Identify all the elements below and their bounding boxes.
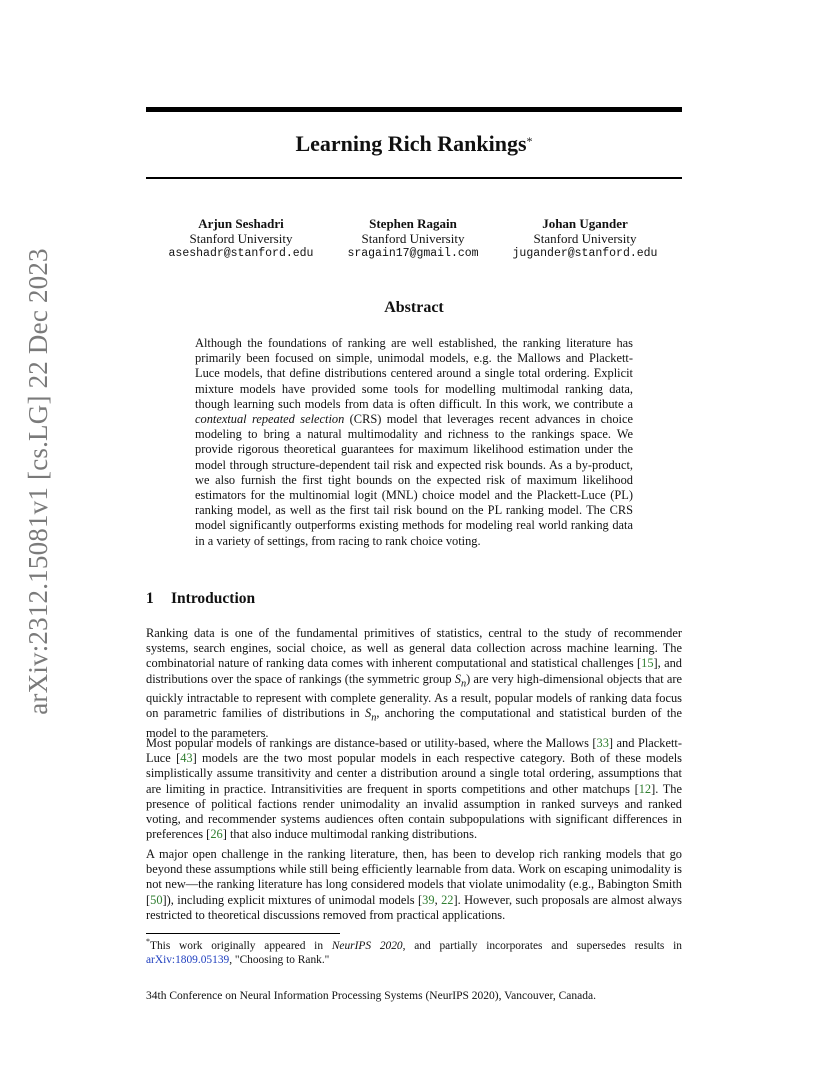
text-run: ]), including explicit mixtures of unimodal models [ <box>162 892 423 907</box>
intro-paragraph-1 <box>146 626 682 741</box>
author-name: Johan Ugander <box>542 216 628 231</box>
text-run: A major open challenge in the ranking literature, then, has been to develop rich ranking models that go beyond these assumptions while still being efficiently learnable from data. Work on escaping unimodality is not new—the ranking literature has long considered models that violate unimodality (e.g., Babington Smith [ <box>146 847 682 907</box>
math-symbol: S <box>365 706 372 721</box>
text-run: ], and distributions over the space of rankings (the symmetric group <box>146 656 682 686</box>
text-run: ] and Plackett-Luce [ <box>146 736 682 766</box>
abstract-text-part: (CRS) model that leverages recent advances in choice modeling to bring a natural multimodality and richness to the rankings space. We provide rigorous theoretical guarantees for maximum likelihood estimation under the model through structure-dependent tail risk and expected risk bounds. As a by-product, we also furnish the first tight bounds on the expected risk of maximum likelihood estimators for the multinomial logit (MNL) choice model and the Plackett-Luce (PL) ranking model, as well as the first tail risk bound on the PL ranking model. The CRS model significantly outperforms existing methods for modeling real world ranking data in a variety of settings, from racing to rank choice voting. <box>195 412 633 548</box>
author-name: Arjun Seshadri <box>198 216 284 231</box>
text-run: ] that also induce multimodal ranking distributions. <box>222 827 478 842</box>
text-run: , "Choosing to Rank." <box>229 954 330 967</box>
title-footnote-mark[interactable]: * <box>526 134 533 148</box>
author-2 <box>323 216 503 261</box>
footnote-rule <box>146 933 340 934</box>
citation-link[interactable]: 43 <box>180 751 193 766</box>
author-affiliation: Stanford University <box>533 231 637 246</box>
author-affiliation: Stanford University <box>361 231 465 246</box>
author-affiliation: Stanford University <box>189 231 293 246</box>
author-email: sragain17@gmail.com <box>347 247 479 260</box>
text-run: This work originally appeared in <box>150 939 332 952</box>
text-run: Ranking data is one of the fundamental primitives of statistics, central to the study of recommender systems, search engines, social choice, as well as general data collection across machine learning. The combinatorial nature of ranking data comes with inherent computational and statistical challenges [ <box>146 626 682 671</box>
intro-paragraph-3 <box>146 847 682 923</box>
title-top-rule <box>146 107 682 112</box>
text-run: , anchoring the computational and statistical burden of the model to the parameters. <box>146 706 682 741</box>
math-subscript-text: n <box>371 712 377 724</box>
section-heading <box>146 590 255 608</box>
text-run: , and partially incorporates and supersedes results in <box>402 939 682 952</box>
text-run: Most popular models of rankings are distance-based or utility-based, where the Mallows [ <box>146 736 597 750</box>
intro-paragraph-2 <box>146 736 682 842</box>
paper-title <box>146 130 682 158</box>
author-3 <box>495 216 675 261</box>
abstract-emphasis: contextual repeated selection <box>195 412 345 427</box>
math-subscript-text: n <box>460 678 467 690</box>
abstract-heading: Abstract <box>384 299 444 316</box>
author-name: Stephen Ragain <box>369 216 457 231</box>
author-block <box>146 216 682 266</box>
citation-link[interactable]: 22 <box>441 892 454 907</box>
arxiv-watermark <box>22 247 54 715</box>
math-symbol: S <box>454 671 461 686</box>
citation-link[interactable]: 15 <box>641 656 654 671</box>
citation-link[interactable]: 12 <box>638 781 652 796</box>
author-email: aseshadr@stanford.edu <box>168 247 314 260</box>
author-1 <box>151 216 331 261</box>
text-run: ]. However, such proposals are almost always restricted to theoretical discussions removed from practical applications. <box>146 892 682 922</box>
section-title: Introduction <box>171 590 256 607</box>
title-bottom-rule <box>146 177 682 179</box>
footnote-venue: NeurIPS 2020 <box>331 939 403 952</box>
paper-title-text: Learning Rich Rankings <box>295 131 527 156</box>
text-run: , <box>434 892 442 907</box>
section-number: 1 <box>146 590 154 607</box>
text-run: ) are very high-dimensional objects that are quickly intractable to represent with complete generality. As a result, popular models of ranking data focus on parametric families of distributions in <box>146 671 682 721</box>
citation-link[interactable]: 50 <box>150 892 163 907</box>
arxiv-id[interactable]: arXiv:2312.15081v1 [cs.LG] 22 Dec 2023 <box>22 247 53 715</box>
abstract-text-part: Although the foundations of ranking are well established, the ranking literature has primarily been focused on simple, unimodal models, e.g. the Mallows and Plackett-Luce models, that define distributions centered around a single total ordering. Explicit mixture models have provided some tools for modelling multimodal ranking data, though learning such models from data is often difficult. In this work, we contribute a <box>195 336 633 411</box>
conference-note: 34th Conference on Neural Information Processing Systems (NeurIPS 2020), Vancouver, Canada. <box>146 990 596 1002</box>
text-run: ] models are the two most popular models in each respective category. Both of these models simplistically assume transitivity and center a distribution around a single total ordering, assumptions that are limiting in practice. Intransitivities are frequent in sports competitions and other matchups [ <box>146 751 682 796</box>
abstract-text <box>195 336 633 549</box>
arxiv-link[interactable]: arXiv:1809.05139 <box>146 954 230 967</box>
author-email: jugander@stanford.edu <box>512 247 658 260</box>
footnote-mark: * <box>146 937 150 946</box>
citation-link[interactable]: 39 <box>422 892 435 907</box>
text-run: ]. The presence of political factions render unimodality an invalid assumption in ranked surveys and ranked voting, and recommender systems audiences often contain subpopulations with significant differences in preferences [ <box>146 781 682 842</box>
citation-link[interactable]: 26 <box>210 827 223 842</box>
citation-link[interactable]: 33 <box>596 736 609 750</box>
footnote <box>146 935 682 968</box>
